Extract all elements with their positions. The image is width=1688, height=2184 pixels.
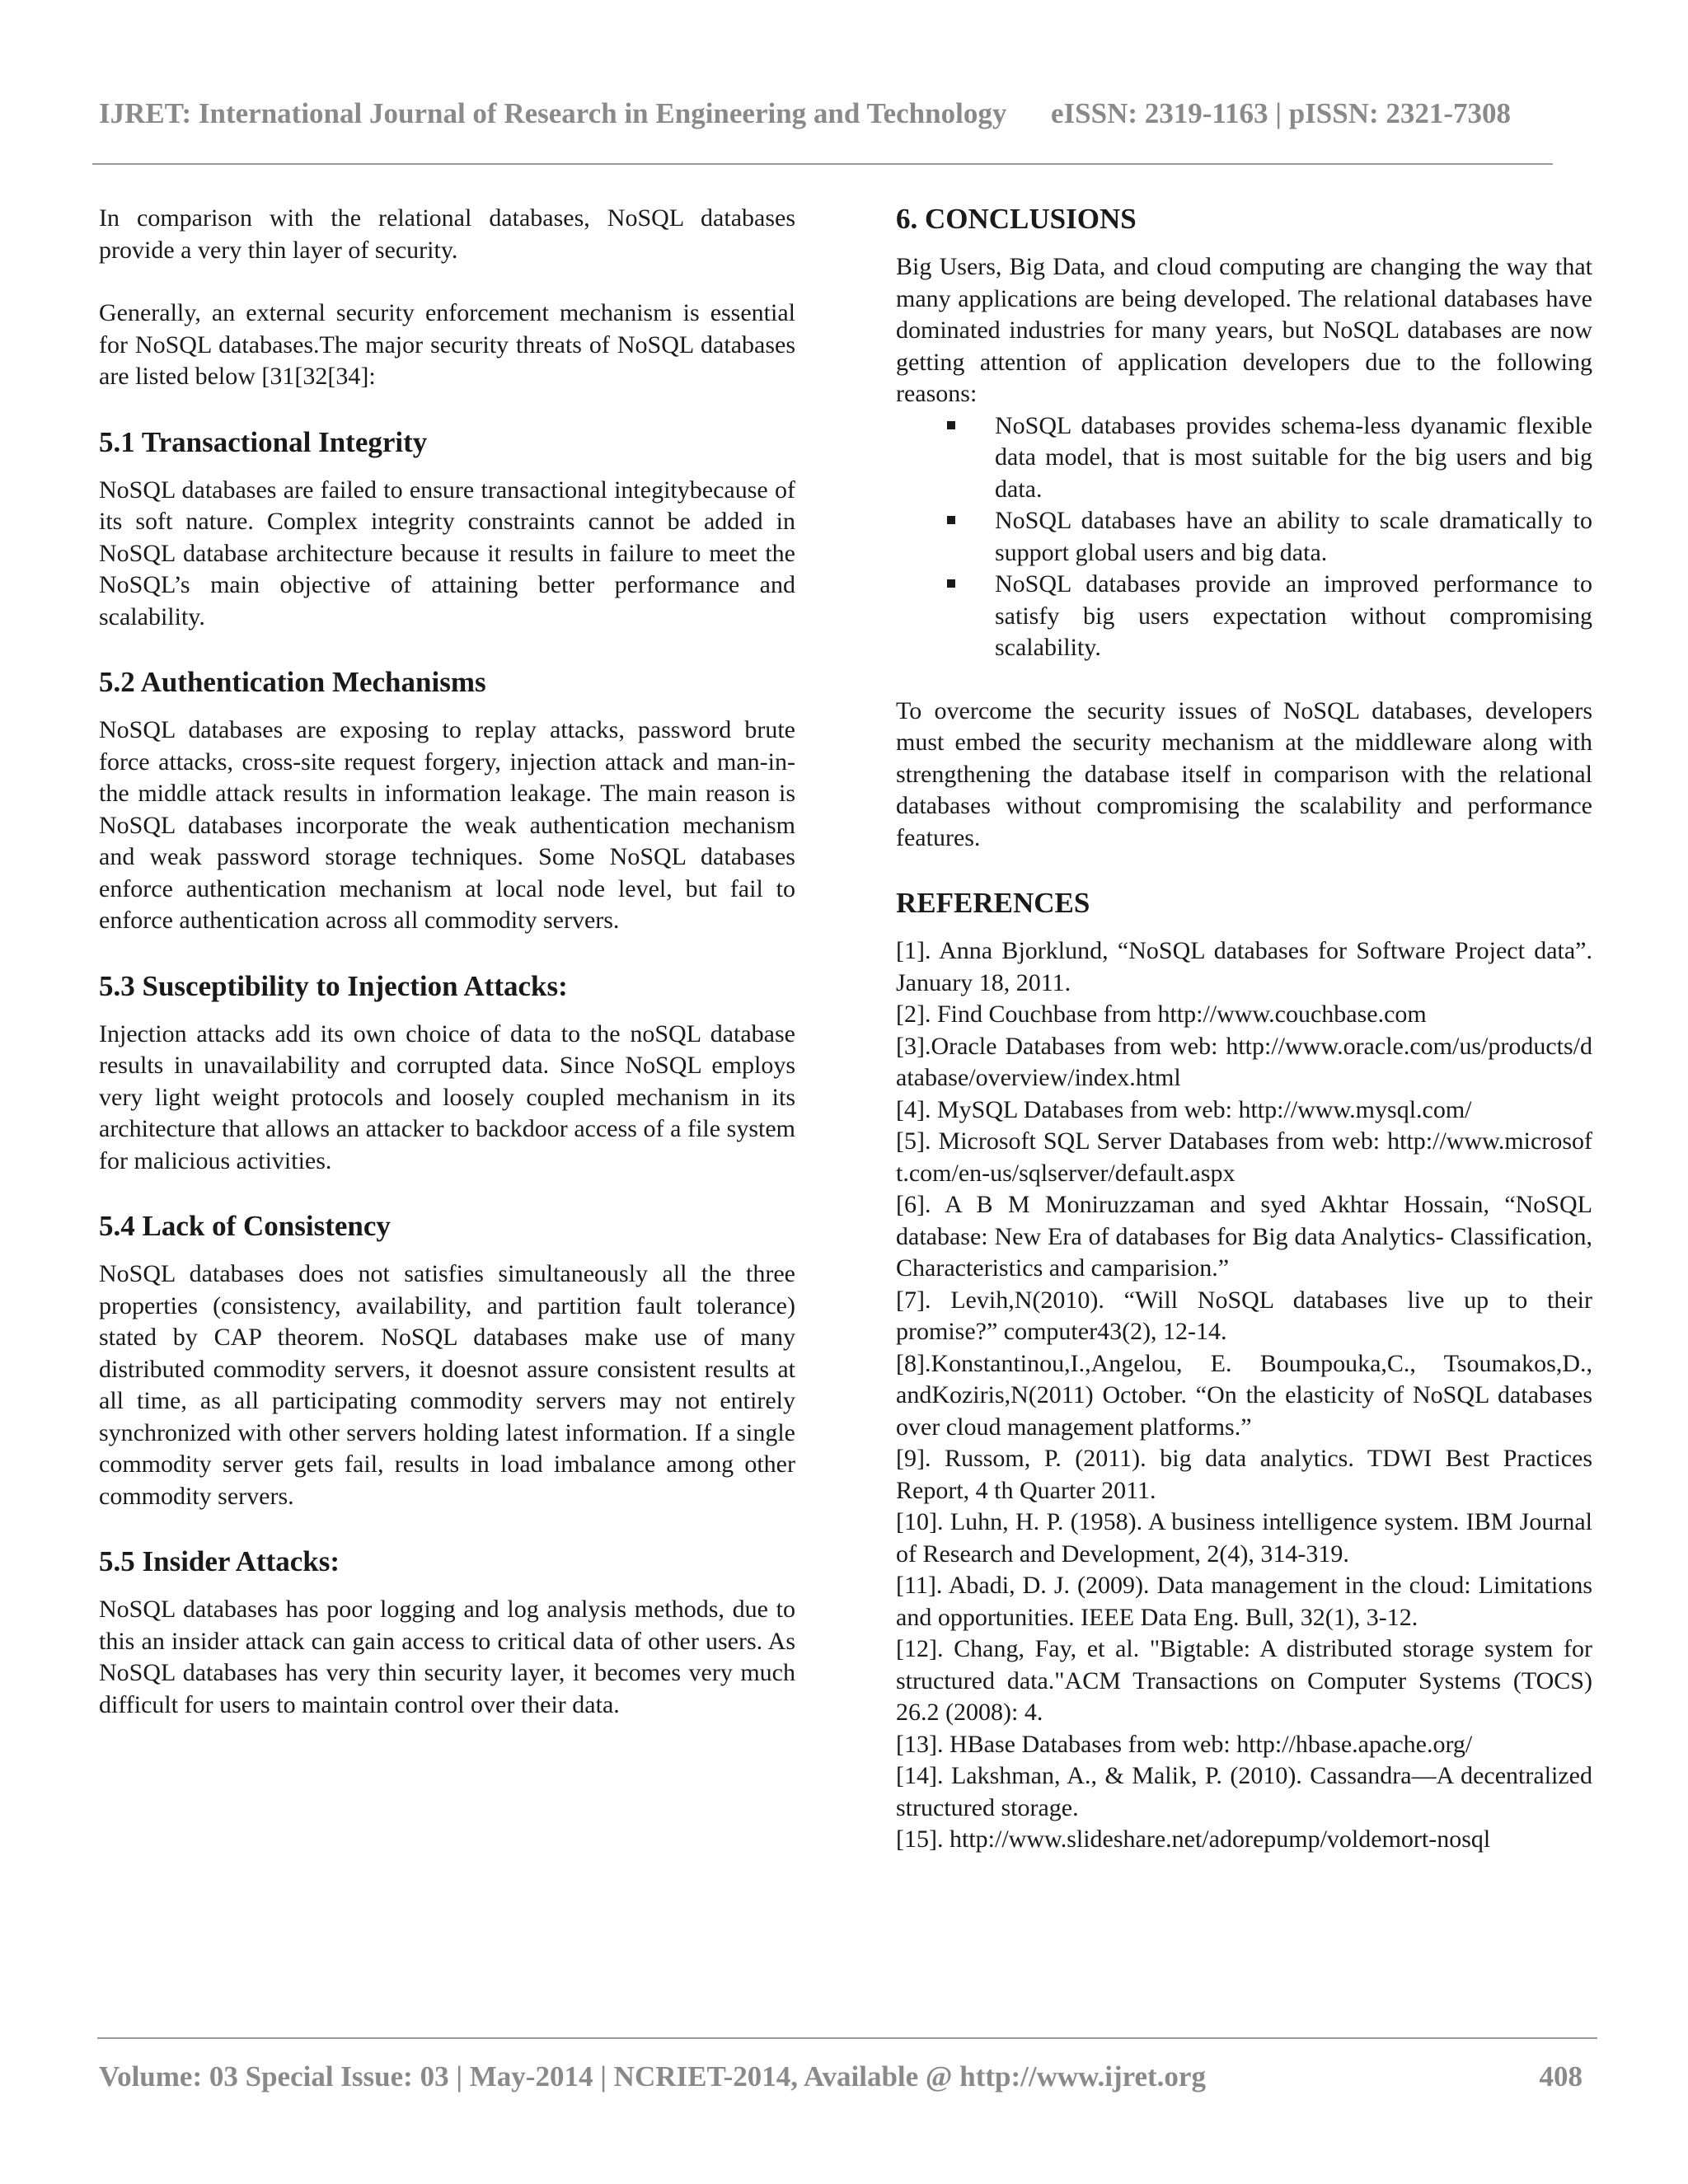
section-heading-5-3: 5.3 Susceptibility to Injection Attacks: xyxy=(99,969,568,1002)
bullet-item: NoSQL databases provides schema-less dyanamic flexible data model, that is most suitable for the big users and big data. xyxy=(995,410,1592,506)
reference-item: [7]. Levih,N(2010). “Will NoSQL databases live up to their promise?” computer43(2), 12-14. xyxy=(896,1286,1592,1345)
square-bullet-icon xyxy=(947,579,955,588)
conclusions-intro: Big Users, Big Data, and cloud computing are changing the way that many applications are being developed. The relational databases have dominated industries for many years, but NoSQL databases are now getting attention of application developers due to the following reasons: xyxy=(896,253,1592,407)
reference-item: [12]. Chang, Fay, et al. "Bigtable: A distributed storage system for structured data."ACM Transactions on Computer Systems (TOCS) 26.2 (2008): 4. xyxy=(896,1635,1592,1726)
reference-item: [15]. http://www.slideshare.net/adorepump/voldemort-nosql xyxy=(896,1825,1491,1853)
square-bullet-icon xyxy=(947,516,955,524)
square-bullet-icon xyxy=(947,421,955,429)
section-heading-5-5: 5.5 Insider Attacks: xyxy=(99,1545,340,1577)
section-body-5-5: NoSQL databases has poor logging and log analysis methods, due to this an insider attack can gain access to critical data of other users. As NoSQL databases has very thin security layer, it becomes very much difficult for users to maintain control over their data. xyxy=(99,1596,795,1718)
reference-list xyxy=(896,935,1592,1856)
section-body-5-2: NoSQL databases are exposing to replay attacks, password brute force attacks, cross-site request forgery, injection attack and man-in-the middle attack results in information leakage. The main reason is NoSQL databases incorporate the weak authentication mechanism and weak password storage techniques. Some NoSQL databases enforce authentication mechanism at local node level, but fail to enforce authentication across all commodity servers. xyxy=(99,716,795,934)
conclusions-bullet-list xyxy=(896,410,1592,664)
journal-title: IJRET: International Journal of Research in Engineering and Technology xyxy=(99,97,1007,129)
section-body-5-4: NoSQL databases does not satisfies simultaneously all the three properties (consistency, availability, and partition fault tolerance) stated by CAP theorem. NoSQL databases make use of many distributed commodity servers, it doesnot assure consistent results at all time, as all participating commodity servers may not entirely synchronized with other servers holding latest information. If a single commodity server gets fail, results in load imbalance among other commodity servers. xyxy=(99,1260,795,1510)
reference-item: [1]. Anna Bjorklund, “NoSQL databases for Software Project data”. January 18, 2011. xyxy=(896,937,1592,996)
reference-item: [13]. HBase Databases from web: http://hbase.apache.org/ xyxy=(896,1730,1473,1758)
references-heading: REFERENCES xyxy=(896,887,1090,919)
reference-item: [11]. Abadi, D. J. (2009). Data management in the cloud: Limitations and opportunities. IEEE Data Eng. Bull, 32(1), 3-12. xyxy=(896,1572,1592,1631)
reference-item: [3].Oracle Databases from web: http://www.oracle.com/us/products/database/overview/index.html xyxy=(896,1032,1592,1091)
intro-paragraph-2: Generally, an external security enforcement mechanism is essential for NoSQL databases.The major security threats of NoSQL databases are listed below [31[32[34]: xyxy=(99,299,795,390)
page-number: 408 xyxy=(1539,2060,1582,2093)
running-footer xyxy=(99,2060,1582,2093)
right-column xyxy=(896,203,1592,1856)
left-column xyxy=(99,203,795,1721)
reference-item: [4]. MySQL Databases from web: http://www.mysql.com/ xyxy=(896,1095,1472,1123)
section-heading-5-1: 5.1 Transactional Integrity xyxy=(99,425,428,458)
reference-item: [5]. Microsoft SQL Server Databases from web: http://www.microsoft.com/en-us/sqlserver/default.aspx xyxy=(896,1127,1592,1187)
intro-paragraph-1: In comparison with the relational databases, NoSQL databases provide a very thin layer of security. xyxy=(99,204,795,264)
conclusions-heading: 6. CONCLUSIONS xyxy=(896,203,1137,235)
reference-item: [8].Konstantinou,I.,Angelou, E. Boumpouka,C., Tsoumakos,D., andKoziris,N(2011) October. “On the elasticity of NoSQL databases over cloud management platforms.” xyxy=(896,1349,1592,1441)
running-header xyxy=(99,97,1541,130)
bullet-item: NoSQL databases have an ability to scale dramatically to support global users and big data. xyxy=(995,505,1592,569)
conclusions-outro: To overcome the security issues of NoSQL databases, developers must embed the security mechanism at the middleware along with strengthening the database itself in comparison with the relational databases without compromising the scalability and performance features. xyxy=(896,696,1592,851)
issn-numbers: eISSN: 2319-1163 | pISSN: 2321-7308 xyxy=(1051,97,1512,129)
volume-info: Volume: 03 Special Issue: 03 | May-2014 | NCRIET-2014, Available @ http://www.ijret.org xyxy=(99,2060,1206,2093)
section-heading-5-2: 5.2 Authentication Mechanisms xyxy=(99,666,486,698)
reference-item: [10]. Luhn, H. P. (1958). A business intelligence system. IBM Journal of Research and Development, 2(4), 314-319. xyxy=(896,1508,1592,1568)
header-rule xyxy=(92,163,1553,165)
section-heading-5-4: 5.4 Lack of Consistency xyxy=(99,1210,391,1242)
reference-item: [14]. Lakshman, A., & Malik, P. (2010). Cassandra—A decentralized structured storage. xyxy=(896,1762,1592,1821)
reference-item: [2]. Find Couchbase from http://www.couchbase.com xyxy=(896,1001,1427,1028)
reference-item: [6]. A B M Moniruzzaman and syed Akhtar Hossain, “NoSQL database: New Era of databases for Big data Analytics- Classification, Characteristics and camparision.” xyxy=(896,1191,1592,1282)
section-body-5-1: NoSQL databases are failed to ensure transactional integitybecause of its soft nature. Complex integrity constraints cannot be added in NoSQL database architecture because it results in failure to meet the NoSQL’s main objective of attaining better performance and scalability. xyxy=(99,476,795,630)
section-body-5-3: Injection attacks add its own choice of data to the noSQL database results in unavailability and corrupted data. Since NoSQL employs very light weight protocols and loosely coupled mechanism in its architecture that allows an attacker to backdoor access of a file system for malicious activities. xyxy=(99,1019,795,1174)
reference-item: [9]. Russom, P. (2011). big data analytics. TDWI Best Practices Report, 4 th Quarter 2011. xyxy=(896,1445,1592,1504)
footer-rule xyxy=(97,2037,1597,2039)
bullet-item: NoSQL databases provide an improved performance to satisfy big users expectation without compromising scalability. xyxy=(995,569,1592,664)
